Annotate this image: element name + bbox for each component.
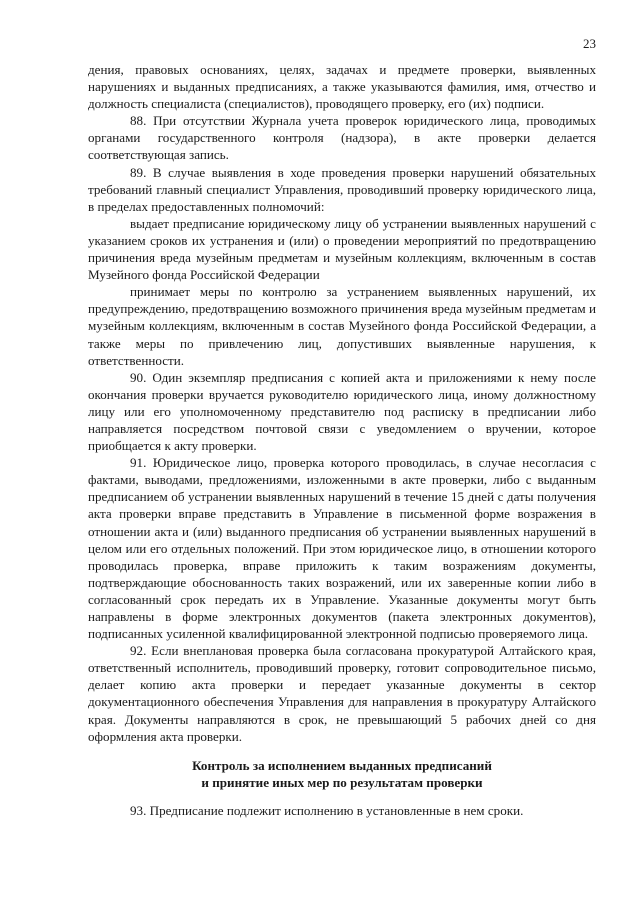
paragraph-89: 89. В случае выявления в ходе проведения проверки нарушений обязательных требований главный специалист Управления, проводивший проверку юридического лица, в пределах предоставленных полномочий: [88, 164, 596, 214]
page-number: 23 [583, 36, 596, 51]
section-heading-line-1: Контроль за исполнением выданных предписаний [192, 757, 492, 773]
paragraph-90: 90. Один экземпляр предписания с копией акта и приложениями к нему после окончания проверки вручается руководителю юридического лица, иному должностному лицу или его уполномоченному представителю под расписку в предписании либо направляется посредством почтовой связи с уведомлением о вручении, которое приобщается к акту проверки. [88, 369, 596, 454]
section-heading-line-2: и принятие иных мер по результатам проверки [201, 774, 483, 790]
paragraph-continuation: дения, правовых основаниях, целях, задачах и предмете проверки, выявленных нарушениях и выданных предписаниях, а также указываются фамилия, имя, отчество и должность специалиста (специалистов), проводящего проверку, его (их) подписи. [88, 62, 596, 112]
document-body [88, 61, 596, 819]
paragraph-91: 91. Юридическое лицо, проверка которого проводилась, в случае несогласия с фактами, выводами, предложениями, изложенными в акте проверки, либо с выданным предписанием об устранении выявленных нарушений в течение 15 дней с даты получения акта проверки вправе представить в Управление в письменной форме возражения в отношении акта и (или) выданного предписания об устранении выявленных нарушений в целом или его отдельных положений. При этом юридическое лицо, в отношении которого проводилась проверка, вправе приложить к таким возражениям документы, подтверждающие обоснованность таких возражений, или их заверенные копии либо в согласованный срок передать их в Управление. Указанные документы могут быть направлены в форме электронных документов (пакета электронных документов), подписанных усиленной квалифицированной электронной подписью проверяемого лица. [88, 455, 596, 642]
paragraph-89-issue-order: выдает предписание юридическому лицу об устранении выявленных нарушений с указанием сроков их устранения и (или) о проведении мероприятий по предотвращению причинения вреда музейным предметам и музейным коллекциям, включенным в состав Музейного фонда Российской Федерации [88, 215, 596, 283]
paragraph-93: 93. Предписание подлежит исполнению в установленные в нем сроки. [130, 802, 524, 818]
paragraph-92: 92. Если внеплановая проверка была согласована прокуратурой Алтайского края, ответственный исполнитель, проводивший проверку, готовит сопроводительное письмо, делает копию акта проверки и передает указанные документы в сектор документационного обеспечения Управления для направления в прокуратуру Алтайского края. Документы направляются в срок, не превышающий 5 рабочих дней со дня оформления акта проверки. [88, 643, 596, 744]
section-heading [88, 757, 596, 791]
paragraph-89-take-measures: принимает меры по контролю за устранением выявленных нарушений, их предупреждению, предотвращению возможного причинения вреда музейным предметам и музейным коллекциям, включенным в состав Музейного фонда Российской Федерации, а также меры по привлечению лиц, допустивших выявленные нарушения, к ответственности. [88, 284, 596, 368]
paragraph-88: 88. При отсутствии Журнала учета проверок юридического лица, проводимых органами государственного контроля (надзора), в акте проверки делается соответствующая запись. [88, 113, 596, 163]
